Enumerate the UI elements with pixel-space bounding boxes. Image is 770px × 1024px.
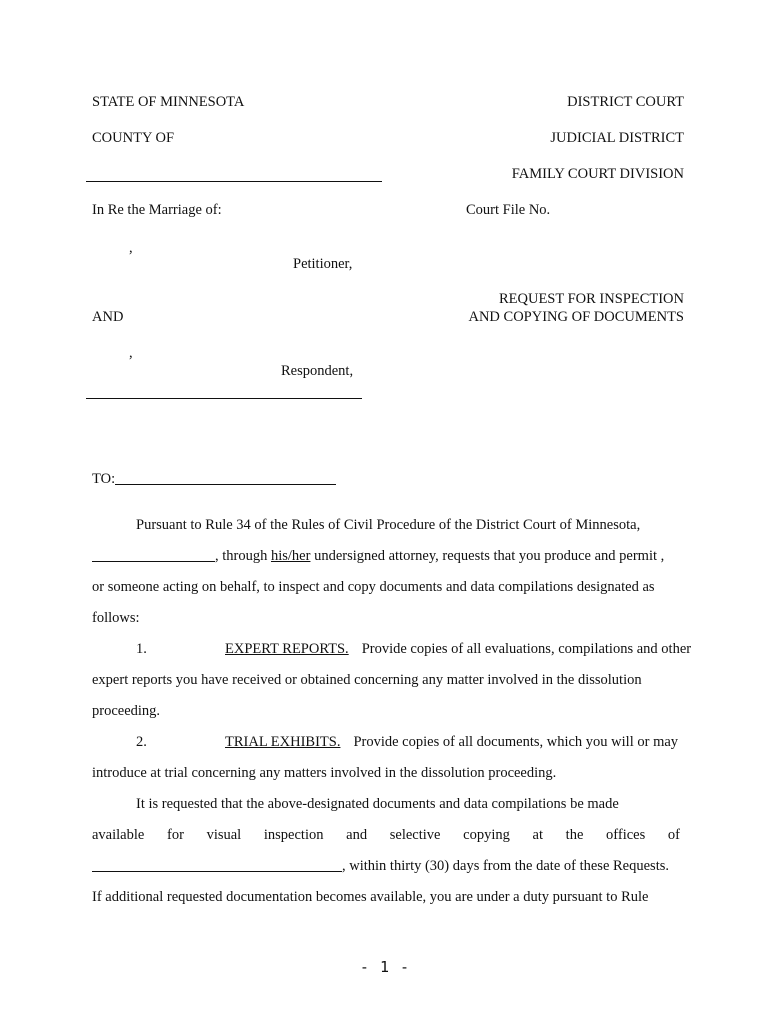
paragraph-2-line-4: If additional requested documentation becomes available, you are under a duty pursuant to Rule bbox=[92, 889, 649, 905]
offices-blank[interactable] bbox=[92, 857, 342, 872]
item-1-number: 1. bbox=[136, 641, 147, 657]
court-label: DISTRICT COURT bbox=[567, 94, 684, 110]
judicial-district-label: JUDICIAL DISTRICT bbox=[550, 130, 684, 146]
paragraph-2-line-2: available for visual inspection and selective copying at the offices of bbox=[92, 827, 680, 843]
item-2-number: 2. bbox=[136, 734, 147, 750]
document-title-line2: AND COPYING OF DOCUMENTS bbox=[468, 309, 684, 325]
item-2-heading: TRIAL EXHIBITS. bbox=[225, 734, 341, 750]
his-her-text: his/her bbox=[270, 548, 311, 564]
respondent-name-blank: , bbox=[129, 345, 133, 361]
item-1-line-1 bbox=[92, 634, 692, 665]
item-1-heading: EXPERT REPORTS. bbox=[225, 641, 349, 657]
request-body bbox=[92, 510, 692, 913]
item-1-line-2: expert reports you have received or obtained concerning any matter involved in the dissolution bbox=[92, 672, 642, 688]
paragraph-1-line-1: Pursuant to Rule 34 of the Rules of Civil Procedure of the District Court of Minnesota, bbox=[136, 517, 641, 533]
paragraph-2-line-3: , within thirty (30) days from the date of these Requests. bbox=[92, 851, 680, 882]
court-file-label: Court File No. bbox=[466, 202, 551, 218]
item-2-text: Provide copies of all documents, which you will or may bbox=[353, 734, 679, 750]
to-line bbox=[92, 470, 336, 488]
in-re-label: In Re the Marriage of: bbox=[92, 202, 222, 218]
document-title-line1: REQUEST FOR INSPECTION bbox=[498, 291, 684, 307]
to-blank[interactable] bbox=[115, 470, 336, 485]
item-2-line-2: introduce at trial concerning any matters involved in the dissolution proceeding. bbox=[92, 765, 557, 781]
item-1-text: Provide copies of all evaluations, compilations and other bbox=[361, 641, 692, 657]
paragraph-1-line-4: follows: bbox=[92, 610, 140, 626]
division-label: FAMILY COURT DIVISION bbox=[511, 166, 684, 182]
state-label: STATE OF MINNESOTA bbox=[92, 94, 245, 110]
to-label: TO: bbox=[92, 471, 116, 487]
item-1-line-3: proceeding. bbox=[92, 703, 161, 719]
caption-bottom-rule bbox=[86, 398, 362, 399]
and-label: AND bbox=[92, 309, 124, 325]
petitioner-label: Petitioner, bbox=[293, 256, 353, 272]
paragraph-1-line-2: , through his/her undersigned attorney, requests that you produce and permit , bbox=[92, 541, 680, 572]
caption-top-rule bbox=[86, 181, 382, 182]
page-number: - 1 - bbox=[359, 958, 411, 976]
paragraph-2-line-1: It is requested that the above-designated documents and data compilations be made bbox=[136, 796, 619, 812]
item-2-line-1 bbox=[92, 727, 680, 758]
respondent-label: Respondent, bbox=[281, 363, 354, 379]
county-label: COUNTY OF bbox=[92, 130, 175, 146]
paragraph-1-line-3: or someone acting on behalf, to inspect and copy documents and data compilations designated as bbox=[92, 579, 655, 595]
petitioner-name-blank: , bbox=[129, 240, 133, 256]
party-name-blank[interactable] bbox=[92, 547, 215, 562]
